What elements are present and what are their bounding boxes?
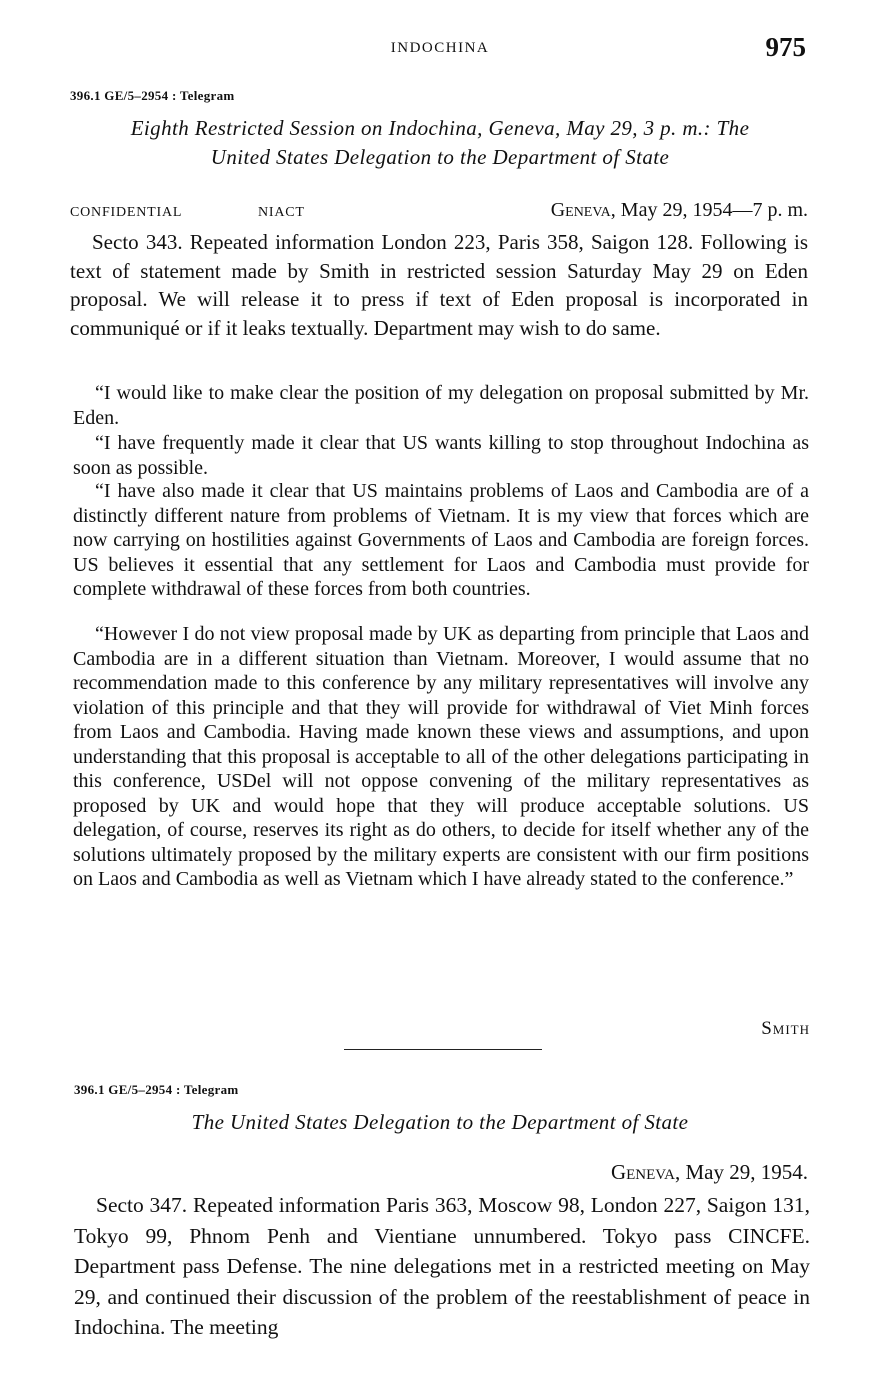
document-title-line-1: Eighth Restricted Session on Indochina, Geneva, May 29, 3 p. m.: The bbox=[130, 116, 750, 140]
dateline-date: , May 29, 1954. bbox=[675, 1160, 808, 1184]
file-reference: 396.1 GE/5–2954 : Telegram bbox=[74, 1082, 239, 1097]
quoted-paragraph: “I have frequently made it clear that US wants killing to stop throughout Indochina as soon as possible. bbox=[73, 432, 809, 479]
document-title-line-2: United States Delegation to the Department of State bbox=[210, 145, 670, 169]
running-head: INDOCHINA bbox=[390, 40, 490, 56]
document-title bbox=[60, 114, 820, 172]
dateline-date: , May 29, 1954—7 p. m. bbox=[610, 199, 808, 221]
quoted-paragraph: “I have also made it clear that US maintains problems of Laos and Cambodia are of a distinctly different nature from problems of Vietnam. It is my view that forces which are now carrying on hostilities against Governments of Laos and Cambodia are foreign forces. US believes it essential that any settlement for Laos and Cambodia must provide for complete withdrawal of these forces from both countries. bbox=[73, 480, 809, 600]
classification-label: CONFIDENTIAL bbox=[70, 205, 183, 220]
file-reference: 396.1 GE/5–2954 : Telegram bbox=[70, 88, 235, 103]
precedence-label: NIACT bbox=[258, 205, 305, 220]
dateline bbox=[611, 1160, 808, 1185]
body-paragraph: Secto 343. Repeated information London 223, Paris 358, Saigon 128. Following is text of statement made by Smith in restricted session Saturday May 29 on Eden proposal. We will release it to press if text of Eden proposal is incorporated in communiqué or if it leaks textually. Department may wish to do same. bbox=[70, 230, 808, 340]
telegram-meta bbox=[70, 196, 808, 226]
signature: Smith bbox=[761, 1018, 810, 1039]
document-title: The United States Delegation to the Department of State bbox=[191, 1110, 689, 1134]
quoted-paragraph: “However I do not view proposal made by UK as departing from principle that Laos and Cambodia are in a different situation than Vietnam. Moreover, I would assume that no recommendation made to this conference by any military representatives will involve any violation of this principle and that they will provide for withdrawal of Viet Minh forces from Laos and Cambodia. Having made known these views and assumptions, and upon understanding that this proposal is acceptable to all of the other delegations participating in this conference, USDel will not oppose convening of the military representatives as proposed by UK and would hope that they will produce acceptable solutions. US delegation, of course, reserves its right as do others, to decide for itself whether any of the solutions ultimately proposed by the military experts are consistent with our firm positions on Laos and Cambodia as well as Vietnam which I have already stated to the conference.” bbox=[73, 623, 809, 890]
dateline-place: Geneva bbox=[610, 1160, 675, 1184]
dateline-place: Geneva bbox=[550, 199, 611, 221]
section-divider bbox=[344, 1049, 542, 1050]
dateline bbox=[551, 199, 808, 222]
quoted-paragraph: “I would like to make clear the position of my delegation on proposal submitted by Mr. Eden. bbox=[73, 382, 809, 429]
page-number: 975 bbox=[765, 32, 806, 62]
body-paragraph: Secto 347. Repeated information Paris 363, Moscow 98, London 227, Saigon 131, Tokyo 99, Phnom Penh and Vientiane unnumbered. Tokyo pass CINCFE. Department pass Defense. The nine delegations met in a restricted meeting on May 29, and continued their discussion of the problem of the reestablishment of peace in Indochina. The meeting bbox=[74, 1193, 810, 1339]
page-header bbox=[70, 34, 810, 64]
